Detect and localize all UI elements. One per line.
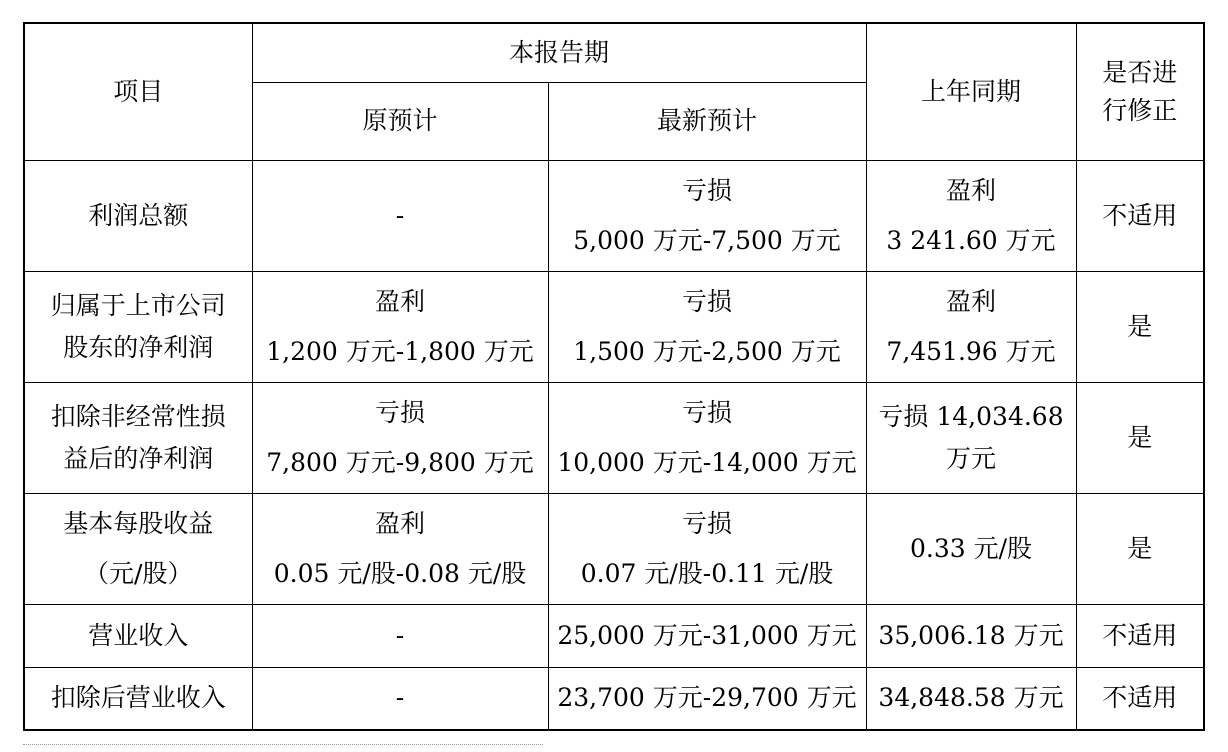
cell-line: 1,200 万元-1,800 万元 [266,336,534,366]
cell-line: - [395,683,405,713]
cell-line: 亏损 14,034.68 [878,401,1064,431]
table-row [24,382,1204,493]
table-row [24,604,1204,667]
last-year-cell [866,271,1076,382]
revised-cell: 不适用 [1076,604,1204,667]
cell-line: 盈利 [946,175,997,205]
page-divider [23,744,543,745]
table-row [24,667,1204,730]
cell-line: 3 241.60 万元 [886,225,1056,255]
cell-line: 盈利 [374,508,425,538]
row-item [24,271,252,382]
row-item [24,382,252,493]
original-forecast-cell [252,604,548,667]
cell-line: 亏损 [682,175,733,205]
cell-line: 5,000 万元-7,500 万元 [573,225,841,255]
cell-line: 盈利 [374,286,425,316]
original-forecast-cell [252,493,548,604]
row-item-line: 基本每股收益 [63,508,214,538]
cell-line: 0.05 元/股-0.08 元/股 [273,558,527,588]
cell-line: 0.33 元/股 [909,533,1033,563]
last-year-cell [866,667,1076,730]
revised-cell: 不适用 [1076,667,1204,730]
header-same-period-last-year: 上年同期 [866,23,1076,160]
latest-forecast-cell [548,160,866,271]
original-forecast-cell [252,271,548,382]
original-forecast-cell [252,160,548,271]
latest-forecast-cell [548,667,866,730]
cell-line: 34,848.58 万元 [878,683,1064,713]
row-item-line: 股东的净利润 [63,332,214,362]
row-item-line: 扣除后营业收入 [50,683,226,713]
header-revised-line1: 是否进 [1102,57,1178,87]
last-year-cell [866,604,1076,667]
cell-line: - [395,620,405,650]
row-item-line: 归属于上市公司 [50,290,226,320]
earnings-forecast-table [23,22,1205,731]
cell-line: - [395,200,405,230]
cell-line: 7,451.96 万元 [886,336,1056,366]
header-latest-forecast: 最新预计 [548,82,866,160]
latest-forecast-cell [548,493,866,604]
revised-cell: 不适用 [1076,160,1204,271]
last-year-cell [866,493,1076,604]
row-item-line: 扣除非经常性损 [50,401,226,431]
cell-line: 亏损 [682,508,733,538]
cell-line: 亏损 [374,397,425,427]
row-item [24,604,252,667]
header-row-1 [24,23,1204,82]
header-revised-line2: 行修正 [1102,95,1178,125]
cell-line: 万元 [946,443,997,473]
table-row [24,493,1204,604]
table-row [24,271,1204,382]
row-item-line: （元/股） [84,558,193,588]
revised-cell: 是 [1076,271,1204,382]
latest-forecast-cell [548,382,866,493]
cell-line: 25,000 万元-31,000 万元 [557,620,857,650]
row-item-line: 利润总额 [88,200,189,230]
latest-forecast-cell [548,271,866,382]
header-revised [1076,23,1204,160]
header-original-forecast: 原预计 [252,82,548,160]
row-item-line: 营业收入 [88,620,189,650]
original-forecast-cell [252,667,548,730]
original-forecast-cell [252,382,548,493]
revised-cell: 是 [1076,382,1204,493]
row-item [24,667,252,730]
header-item: 项目 [24,23,252,160]
revised-cell: 是 [1076,493,1204,604]
row-item [24,160,252,271]
cell-line: 23,700 万元-29,700 万元 [557,683,857,713]
cell-line: 1,500 万元-2,500 万元 [573,336,841,366]
cell-line: 35,006.18 万元 [878,620,1064,650]
latest-forecast-cell [548,604,866,667]
header-current-period: 本报告期 [252,23,866,82]
table-row [24,160,1204,271]
cell-line: 盈利 [946,286,997,316]
cell-line: 亏损 [682,397,733,427]
last-year-cell [866,382,1076,493]
cell-line: 10,000 万元-14,000 万元 [557,447,857,477]
row-item [24,493,252,604]
row-item-line: 益后的净利润 [63,443,214,473]
last-year-cell [866,160,1076,271]
cell-line: 0.07 元/股-0.11 元/股 [580,558,834,588]
cell-line: 7,800 万元-9,800 万元 [266,447,534,477]
cell-line: 亏损 [682,286,733,316]
